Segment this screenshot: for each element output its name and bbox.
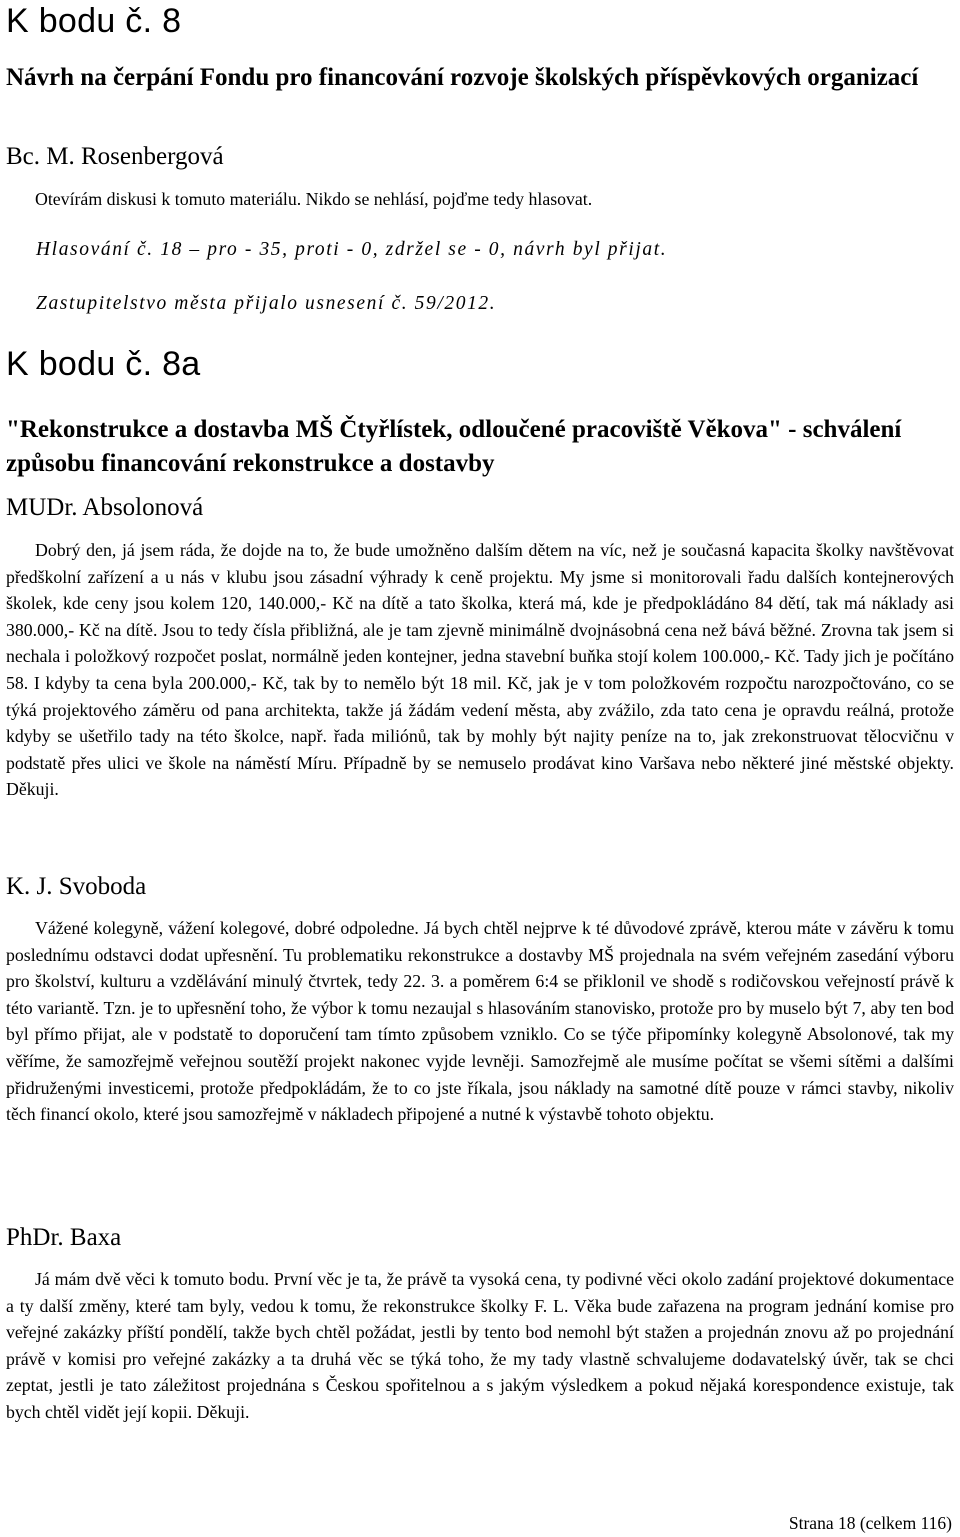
speaker-name: PhDr. Baxa xyxy=(6,1224,122,1251)
vote-result: Hlasování č. 18 – pro - 35, proti - 0, zdržel se - 0, návrh byl přijat. xyxy=(36,239,668,260)
page-number: Strana 18 (celkem 116) xyxy=(788,1513,952,1533)
speaker-name: MUDr. Absolonová xyxy=(6,494,204,521)
resolution-note: Zastupitelstvo města přijalo usnesení č. 59/2012. xyxy=(36,293,497,314)
speech-paragraph: Vážené kolegyně, vážení kolegové, dobré odpoledne. Já bych chtěl nejprve k té důvodové zprávě, kterou máte v závěru k tomu poslednímu odstavci dodat upřesnění. Tu problematiku rekonstrukce a dostavby MŠ projednala na svém veřejném zasedání výboru pro školství, kulturu a vzdělávání minulý čtvrtek, tedy 22. 3. a poměrem 6:4 se přiklonil ve shodě s rodičovskou veřejností právě k této variantě. Tzn. je to upřesnění toho, že výbor k tomu nezaujal s hlasováním stanovisko, protože pro by muselo být 7, aby ten bod byl přímo přijat, ale v podstatě to doporučení tam tímto způsobem vzniklo. Co se týče připomínky kolegyně Absolonové, tak my věříme, že samozřejmě veřejnou soutěží projekt nakonec vyjde levněji. Samozřejmě ale musíme počítat se všemi sítěmi a dalšími přidruženými investicemi, protože předpokládám, že to co jste říkala, jsou náklady na samotné dítě pouze v rámci stavby, nikoliv těch financí okolo, které jsou samozřejmě v nákladech připojené a nutné k výstavbě tohoto objektu. xyxy=(6,918,954,1125)
heading-item-8a: K bodu č. 8a xyxy=(6,345,201,383)
speech-paragraph: Otevírám diskusi k tomuto materiálu. Nikdo se nehlásí, pojďme tedy hlasovat. xyxy=(35,189,593,209)
speaker-name: K. J. Svoboda xyxy=(6,873,147,900)
speaker-name: Bc. M. Rosenbergová xyxy=(6,143,224,170)
item-8a-title: "Rekonstrukce a dostavba MŠ Čtyřlístek, odloučené pracoviště Věkova" - schválení způsobu financování rekonstrukce a dostavby xyxy=(6,416,902,477)
heading-item-8: K bodu č. 8 xyxy=(6,2,182,40)
speech-paragraph: Dobrý den, já jsem ráda, že dojde na to, že bude umožněno dalším dětem na víc, než je současná kapacita školky navštěvovat předškolní zařízení a u nás v klubu jsou zásadní výhrady k ceně projektu. My jsme si monitorovali řadu dalších kontejnerových školek, kde ceny jsou kolem 120, 140.000,- Kč na dítě a tato školka, která má, kde je předpokládáno 84 dětí, tak má náklady asi 380.000,- Kč na dítě. Jsou to tedy čísla přibližná, ale je tam zjevně minimálně dvojnásobná cena než bává běžné. Zrovna tak jsem si nechala i položkový rozpočet poslat, normálně jeden kontejner, jedna stavební buňka stojí kolem 100.000,- Kč. Tady jich je počítáno 58. I kdyby ta cena byla 200.000,- Kč, tak by to nemělo být 18 mil. Kč, jak je v tom položkovém rozpočtu narozpočtováno, co se týká projektového záměru od pana architekta, takže já žádám vedení města, aby zvážilo, zda tato cena je opravdu reálná, protože kdyby se ušetřilo tady na této školce, např. řada miliónů, tak by mohly být najity peníze na to, jak zrekonstruovat tělocvičnu v podstatě přes ulici ve škole na náměstí Míru. Případně by se nemuselo prodávat kino Varšava nebo některé jiné městské objekty. Děkuji. xyxy=(6,540,954,800)
item-8-title: Návrh na čerpání Fondu pro financování rozvoje školských příspěvkových organizací xyxy=(6,64,919,91)
speech-paragraph: Já mám dvě věci k tomuto bodu. První věc je ta, že právě ta vysoká cena, ty podivné věci okolo zadání projektové dokumentace a ty další změny, které tam byly, vedou k tomu, že rekonstrukce školky F. L. Věka bude zařazena na program jednání komise pro veřejné zakázky příští pondělí, takže bych chtěl požádat, jestli by tento bod nemohl být stažen a projednán znovu až po projednání právě v komisi pro veřejné zakázky a ta druhá věc se týká toho, že my tady vlastně schvalujeme dodavatelský úvěr, tak se chci zeptat, jestli je tato záležitost projednána s Českou spořitelnou a s jakým výsledkem a pokud nějaká korespondence existuje, tak bych chtěl vidět její kopii. Děkuji. xyxy=(6,1269,954,1422)
